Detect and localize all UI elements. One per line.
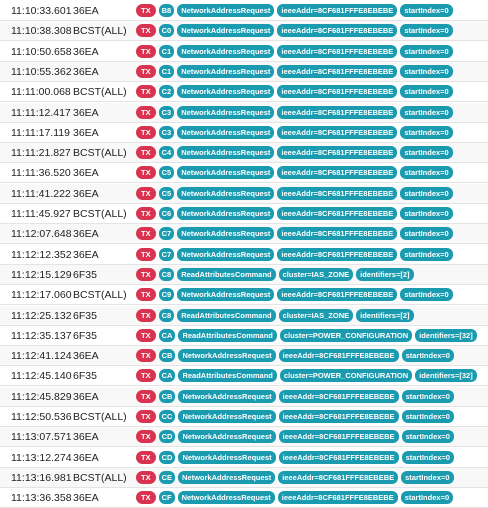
row-address: 36EA [73,65,99,78]
parameter-badge: startIndex=0 [400,187,452,200]
sequence-badge: C3 [159,106,175,119]
parameter-badge: startIndex=0 [400,207,452,220]
direction-badge: TX [136,451,156,464]
direction-badge: TX [136,187,156,200]
log-row[interactable] [0,245,488,265]
parameter-badge: ieeeAddr=8CF681FFFE8EBEBE [277,126,397,139]
row-timestamp: 11:12:35.137 [11,329,72,342]
command-badge: NetworkAddressRequest [178,471,275,484]
log-row[interactable] [0,306,488,326]
sequence-badge: C7 [159,248,175,261]
parameter-badge: ieeeAddr=8CF681FFFE8EBEBE [277,106,397,119]
parameter-badge: ieeeAddr=8CF681FFFE8EBEBE [278,471,398,484]
command-badge: NetworkAddressRequest [177,146,274,159]
parameter-badge: ieeeAddr=8CF681FFFE8EBEBE [277,187,397,200]
row-timestamp: 11:10:50.658 [11,45,72,58]
row-tags [136,85,453,99]
row-tags [136,146,453,160]
parameter-badge: startIndex=0 [400,288,452,301]
row-timestamp: 11:12:41.124 [11,350,72,363]
row-tags [136,430,454,444]
command-badge: ReadAttributesCommand [178,369,276,382]
log-row[interactable] [0,143,488,163]
log-row[interactable] [0,366,488,386]
row-address: 36EA [73,126,99,139]
row-timestamp: 11:10:33.601 [11,5,72,17]
log-row[interactable] [0,387,488,407]
sequence-badge: CB [159,349,176,362]
parameter-badge: ieeeAddr=8CF681FFFE8EBEBE [278,491,398,504]
log-row[interactable] [0,163,488,183]
sequence-badge: C4 [159,146,175,159]
sequence-badge: C7 [159,227,175,240]
direction-badge: TX [136,227,156,240]
row-timestamp: 11:12:50.536 [11,411,72,423]
direction-badge: TX [136,410,156,423]
sequence-badge: CB [159,390,176,403]
command-badge: NetworkAddressRequest [177,187,274,200]
log-row[interactable] [0,1,488,21]
row-address: BCST(ALL) [73,147,127,160]
log-row[interactable] [0,265,488,285]
row-address: BCST(ALL) [73,411,127,423]
row-timestamp: 11:12:17.060 [11,289,72,302]
direction-badge: TX [136,329,156,342]
row-address: BCST(ALL) [73,471,127,484]
log-row[interactable] [0,346,488,366]
command-badge: ReadAttributesCommand [178,329,276,342]
sequence-badge: CC [159,410,176,423]
row-address: 36EA [73,187,99,200]
row-tags [136,369,477,383]
row-tags [136,471,454,485]
sequence-badge: C6 [159,207,175,220]
sequence-badge: C1 [159,45,175,58]
row-address: BCST(ALL) [73,208,127,220]
command-badge: NetworkAddressRequest [177,45,274,58]
row-tags [136,248,453,262]
parameter-badge: startIndex=0 [400,65,452,78]
parameter-badge: startIndex=0 [400,85,452,98]
row-tags [136,309,414,323]
parameter-badge: ieeeAddr=8CF681FFFE8EBEBE [279,430,399,443]
row-address: BCST(ALL) [73,289,127,302]
row-timestamp: 11:11:45.927 [11,208,71,220]
parameter-badge: startIndex=0 [400,106,452,119]
parameter-badge: startIndex=0 [400,248,452,261]
parameter-badge: ieeeAddr=8CF681FFFE8EBEBE [277,146,397,159]
row-address: 36EA [73,45,99,58]
command-badge: NetworkAddressRequest [178,349,275,362]
sequence-badge: C3 [159,126,175,139]
row-tags [136,227,453,241]
row-timestamp: 11:11:17.119 [11,126,70,139]
row-address: 36EA [73,431,99,444]
sequence-badge: CD [159,430,176,443]
command-badge: NetworkAddressRequest [177,106,274,119]
direction-badge: TX [136,288,156,301]
row-address: BCST(ALL) [73,86,127,99]
parameter-badge: startIndex=0 [402,349,454,362]
command-badge: NetworkAddressRequest [178,451,275,464]
row-address: BCST(ALL) [73,25,127,38]
row-address: 6F35 [73,268,97,281]
direction-badge: TX [136,471,156,484]
direction-badge: TX [136,430,156,443]
parameter-badge: identifiers=[32] [415,329,477,342]
direction-badge: TX [136,85,156,98]
command-badge: NetworkAddressRequest [177,248,274,261]
command-badge: NetworkAddressRequest [177,24,274,37]
direction-badge: TX [136,268,156,281]
parameter-badge: startIndex=0 [401,491,453,504]
command-badge: NetworkAddressRequest [177,166,274,179]
log-row[interactable] [0,488,488,508]
parameter-badge: startIndex=0 [400,126,452,139]
direction-badge: TX [136,349,156,362]
command-badge: NetworkAddressRequest [178,410,275,423]
log-row[interactable] [0,285,488,305]
parameter-badge: startIndex=0 [400,45,452,58]
direction-badge: TX [136,166,156,179]
row-tags [136,24,453,38]
parameter-badge: ieeeAddr=8CF681FFFE8EBEBE [277,85,397,98]
row-address: 6F35 [73,309,97,322]
row-timestamp: 11:11:36.520 [11,167,71,180]
parameter-badge: ieeeAddr=8CF681FFFE8EBEBE [277,24,397,37]
sequence-badge: C8 [159,309,175,322]
parameter-badge: ieeeAddr=8CF681FFFE8EBEBE [277,166,397,179]
sequence-badge: C2 [159,85,175,98]
command-badge: ReadAttributesCommand [177,268,275,281]
direction-badge: TX [136,24,156,37]
direction-badge: TX [136,126,156,139]
row-tags [136,106,453,120]
command-badge: NetworkAddressRequest [177,227,274,240]
parameter-badge: startIndex=0 [400,4,452,17]
log-row[interactable] [0,407,488,427]
log-row[interactable] [0,42,488,62]
row-address: 36EA [73,248,99,261]
direction-badge: TX [136,146,156,159]
log-row[interactable] [0,103,488,123]
row-tags [136,207,453,221]
log-row[interactable] [0,326,488,346]
parameter-badge: ieeeAddr=8CF681FFFE8EBEBE [277,227,397,240]
sequence-badge: CE [159,471,175,484]
parameter-badge: startIndex=0 [402,430,454,443]
row-timestamp: 11:11:00.068 [11,86,71,99]
sequence-badge: C9 [159,288,175,301]
row-address: 36EA [73,106,99,119]
row-timestamp: 11:12:07.648 [11,228,72,241]
command-badge: ReadAttributesCommand [177,309,275,322]
command-badge: NetworkAddressRequest [177,126,274,139]
parameter-badge: cluster=POWER_CONFIGURATION [280,329,412,342]
log-row[interactable] [0,184,488,204]
parameter-badge: startIndex=0 [400,166,452,179]
direction-badge: TX [136,45,156,58]
parameter-badge: startIndex=0 [400,24,452,37]
parameter-badge: startIndex=0 [401,471,453,484]
parameter-badge: cluster=IAS_ZONE [279,309,353,322]
row-timestamp: 11:13:36.358 [11,492,72,505]
direction-badge: TX [136,65,156,78]
sequence-badge: B8 [159,4,175,17]
row-tags [136,166,453,180]
sequence-badge: C5 [159,166,175,179]
parameter-badge: startIndex=0 [402,390,454,403]
row-timestamp: 11:12:25.132 [11,309,72,322]
log-row[interactable] [0,62,488,82]
row-timestamp: 11:13:16.981 [11,471,72,484]
row-tags [136,390,454,404]
parameter-badge: startIndex=0 [402,410,454,423]
log-row[interactable] [0,123,488,143]
row-address: 6F35 [73,329,97,342]
parameter-badge: identifiers=[2] [356,309,413,322]
parameter-badge: ieeeAddr=8CF681FFFE8EBEBE [277,4,397,17]
command-badge: NetworkAddressRequest [177,85,274,98]
row-address: 36EA [73,5,99,17]
row-timestamp: 11:12:45.140 [11,370,72,383]
parameter-badge: startIndex=0 [402,451,454,464]
row-timestamp: 11:11:41.222 [11,187,71,200]
row-tags [136,45,453,59]
row-address: 36EA [73,390,99,403]
parameter-badge: ieeeAddr=8CF681FFFE8EBEBE [279,349,399,362]
sequence-badge: CA [159,329,176,342]
direction-badge: TX [136,309,156,322]
row-address: 36EA [73,228,99,241]
row-timestamp: 11:12:15.129 [11,268,72,281]
direction-badge: TX [136,491,156,504]
row-tags [136,410,454,424]
row-timestamp: 11:11:12.417 [11,106,71,119]
row-address: 36EA [73,451,99,464]
log-row[interactable] [0,448,488,468]
parameter-badge: ieeeAddr=8CF681FFFE8EBEBE [277,248,397,261]
log-row[interactable] [0,21,488,41]
sequence-badge: CF [159,491,175,504]
row-timestamp: 11:12:45.829 [11,390,72,403]
parameter-badge: ieeeAddr=8CF681FFFE8EBEBE [277,288,397,301]
row-tags [136,329,477,343]
sequence-badge: CD [159,451,176,464]
row-timestamp: 11:10:55.362 [11,65,72,78]
row-tags [136,65,453,79]
row-tags [136,187,453,201]
parameter-badge: ieeeAddr=8CF681FFFE8EBEBE [279,451,399,464]
row-timestamp: 11:13:07.571 [11,431,72,444]
row-tags [136,491,453,505]
parameter-badge: ieeeAddr=8CF681FFFE8EBEBE [277,45,397,58]
row-timestamp: 11:12:12.352 [11,248,72,261]
row-address: 36EA [73,492,99,505]
sequence-badge: C5 [159,187,175,200]
parameter-badge: cluster=IAS_ZONE [279,268,353,281]
command-badge: NetworkAddressRequest [177,288,274,301]
row-timestamp: 11:10:38.308 [11,25,72,38]
command-badge: NetworkAddressRequest [178,430,275,443]
log-row[interactable] [0,82,488,102]
row-address: 36EA [73,167,99,180]
row-timestamp: 11:13:12.274 [11,451,72,464]
row-tags [136,451,454,465]
parameter-badge: identifiers=[32] [415,369,477,382]
command-badge: NetworkAddressRequest [178,491,275,504]
direction-badge: TX [136,106,156,119]
direction-badge: TX [136,248,156,261]
row-address: 6F35 [73,370,97,383]
command-badge: NetworkAddressRequest [177,4,274,17]
sequence-badge: CA [159,369,176,382]
direction-badge: TX [136,390,156,403]
parameter-badge: identifiers=[2] [356,268,413,281]
sequence-badge: C1 [159,65,175,78]
direction-badge: TX [136,4,156,17]
row-tags [136,268,414,282]
parameter-badge: ieeeAddr=8CF681FFFE8EBEBE [277,207,397,220]
log-row[interactable] [0,427,488,447]
row-timestamp: 11:11:21.827 [11,147,71,160]
command-badge: NetworkAddressRequest [177,207,274,220]
log-row[interactable] [0,468,488,488]
parameter-badge: startIndex=0 [400,227,452,240]
log-row[interactable] [0,204,488,224]
row-tags [136,4,453,18]
command-badge: NetworkAddressRequest [177,65,274,78]
row-tags [136,349,454,363]
sequence-badge: C0 [159,24,175,37]
row-tags [136,126,453,140]
row-tags [136,288,453,302]
direction-badge: TX [136,369,156,382]
parameter-badge: ieeeAddr=8CF681FFFE8EBEBE [279,390,399,403]
direction-badge: TX [136,207,156,220]
command-badge: NetworkAddressRequest [178,390,275,403]
sequence-badge: C8 [159,268,175,281]
parameter-badge: ieeeAddr=8CF681FFFE8EBEBE [277,65,397,78]
parameter-badge: startIndex=0 [400,146,452,159]
parameter-badge: ieeeAddr=8CF681FFFE8EBEBE [279,410,399,423]
log-row[interactable] [0,224,488,244]
parameter-badge: cluster=POWER_CONFIGURATION [280,369,412,382]
row-address: 36EA [73,350,99,363]
